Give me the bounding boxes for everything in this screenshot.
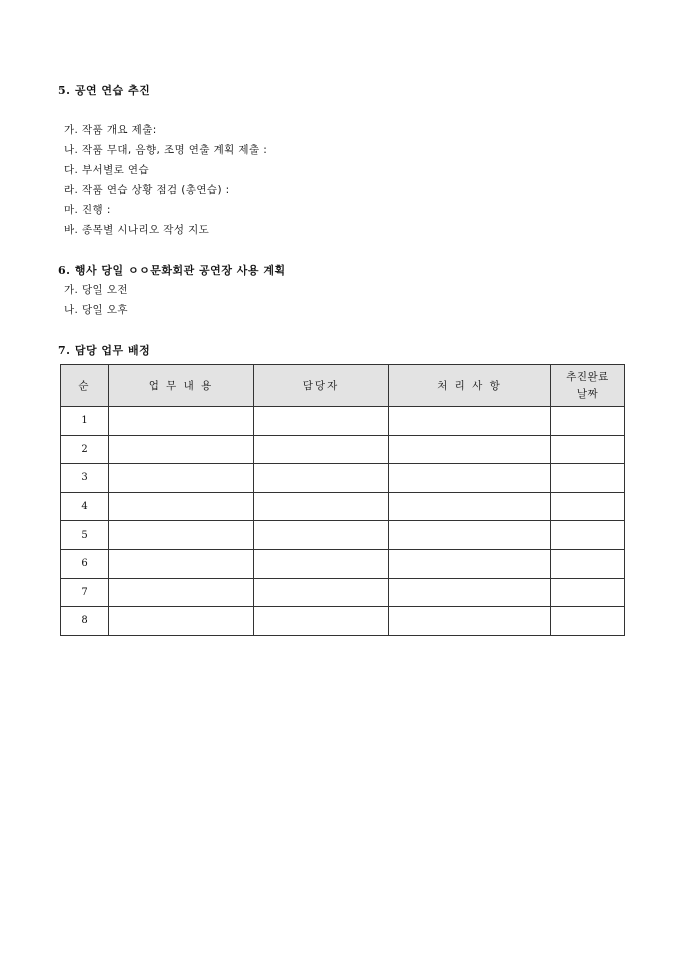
processing-cell[interactable] bbox=[389, 549, 551, 578]
task-content-cell[interactable] bbox=[109, 407, 254, 436]
person-cell[interactable] bbox=[254, 607, 389, 636]
person-cell[interactable] bbox=[254, 521, 389, 550]
section-5-title: 5. 공연 연습 추진 bbox=[58, 84, 151, 97]
task-content-cell[interactable] bbox=[109, 492, 254, 521]
header-processing-details: 처 리 사 항 bbox=[389, 365, 551, 407]
table-row bbox=[61, 464, 625, 493]
table-row bbox=[61, 435, 625, 464]
table-row bbox=[61, 492, 625, 521]
header-task-content: 업 무 내 용 bbox=[109, 365, 254, 407]
section-5-item-5: 마. 진행 : bbox=[64, 204, 111, 216]
task-content-cell[interactable] bbox=[109, 607, 254, 636]
row-number: 4 bbox=[61, 492, 109, 521]
table-row bbox=[61, 549, 625, 578]
section-5-item-4: 라. 작품 연습 상황 점검 (총연습) : bbox=[64, 184, 230, 196]
completion-date-cell[interactable] bbox=[551, 464, 625, 493]
duty-assignment-table bbox=[60, 364, 625, 636]
completion-date-cell[interactable] bbox=[551, 549, 625, 578]
processing-cell[interactable] bbox=[389, 492, 551, 521]
section-6-item-2: 나. 당일 오후 bbox=[64, 304, 128, 316]
section-5-item-6: 바. 종목별 시나리오 작성 지도 bbox=[64, 224, 210, 236]
table-row bbox=[61, 578, 625, 607]
table-header-row bbox=[61, 365, 625, 407]
processing-cell[interactable] bbox=[389, 607, 551, 636]
table-row bbox=[61, 521, 625, 550]
section-6-title: 6. 행사 당일 ㅇㅇ문화회관 공연장 사용 계획 bbox=[58, 264, 286, 277]
task-content-cell[interactable] bbox=[109, 435, 254, 464]
header-completion-date-line1: 추진완료 bbox=[566, 370, 609, 383]
completion-date-cell[interactable] bbox=[551, 521, 625, 550]
task-content-cell[interactable] bbox=[109, 578, 254, 607]
row-number: 8 bbox=[61, 607, 109, 636]
section-5-item-1: 가. 작품 개요 제출: bbox=[64, 124, 157, 136]
completion-date-cell[interactable] bbox=[551, 492, 625, 521]
person-cell[interactable] bbox=[254, 549, 389, 578]
person-cell[interactable] bbox=[254, 578, 389, 607]
header-order: 순 bbox=[61, 365, 109, 407]
person-cell[interactable] bbox=[254, 492, 389, 521]
section-5-item-3: 다. 부서별로 연습 bbox=[64, 164, 150, 176]
completion-date-cell[interactable] bbox=[551, 607, 625, 636]
completion-date-cell[interactable] bbox=[551, 578, 625, 607]
processing-cell[interactable] bbox=[389, 521, 551, 550]
row-number: 7 bbox=[61, 578, 109, 607]
processing-cell[interactable] bbox=[389, 578, 551, 607]
section-5-item-2: 나. 작품 무대, 음향, 조명 연출 계획 제출 : bbox=[64, 144, 268, 156]
processing-cell[interactable] bbox=[389, 464, 551, 493]
completion-date-cell[interactable] bbox=[551, 435, 625, 464]
processing-cell[interactable] bbox=[389, 435, 551, 464]
row-number: 3 bbox=[61, 464, 109, 493]
task-content-cell[interactable] bbox=[109, 549, 254, 578]
completion-date-cell[interactable] bbox=[551, 407, 625, 436]
task-content-cell[interactable] bbox=[109, 464, 254, 493]
task-content-cell[interactable] bbox=[109, 521, 254, 550]
row-number: 1 bbox=[61, 407, 109, 436]
header-completion-date bbox=[551, 365, 625, 407]
table-row bbox=[61, 407, 625, 436]
row-number: 2 bbox=[61, 435, 109, 464]
person-cell[interactable] bbox=[254, 435, 389, 464]
header-person-in-charge: 담당자 bbox=[254, 365, 389, 407]
section-6-item-1: 가. 당일 오전 bbox=[64, 284, 128, 296]
row-number: 5 bbox=[61, 521, 109, 550]
section-7-title: 7. 담당 업무 배정 bbox=[58, 344, 151, 357]
processing-cell[interactable] bbox=[389, 407, 551, 436]
table-row bbox=[61, 607, 625, 636]
person-cell[interactable] bbox=[254, 407, 389, 436]
person-cell[interactable] bbox=[254, 464, 389, 493]
header-completion-date-line2: 날짜 bbox=[576, 387, 599, 400]
row-number: 6 bbox=[61, 549, 109, 578]
